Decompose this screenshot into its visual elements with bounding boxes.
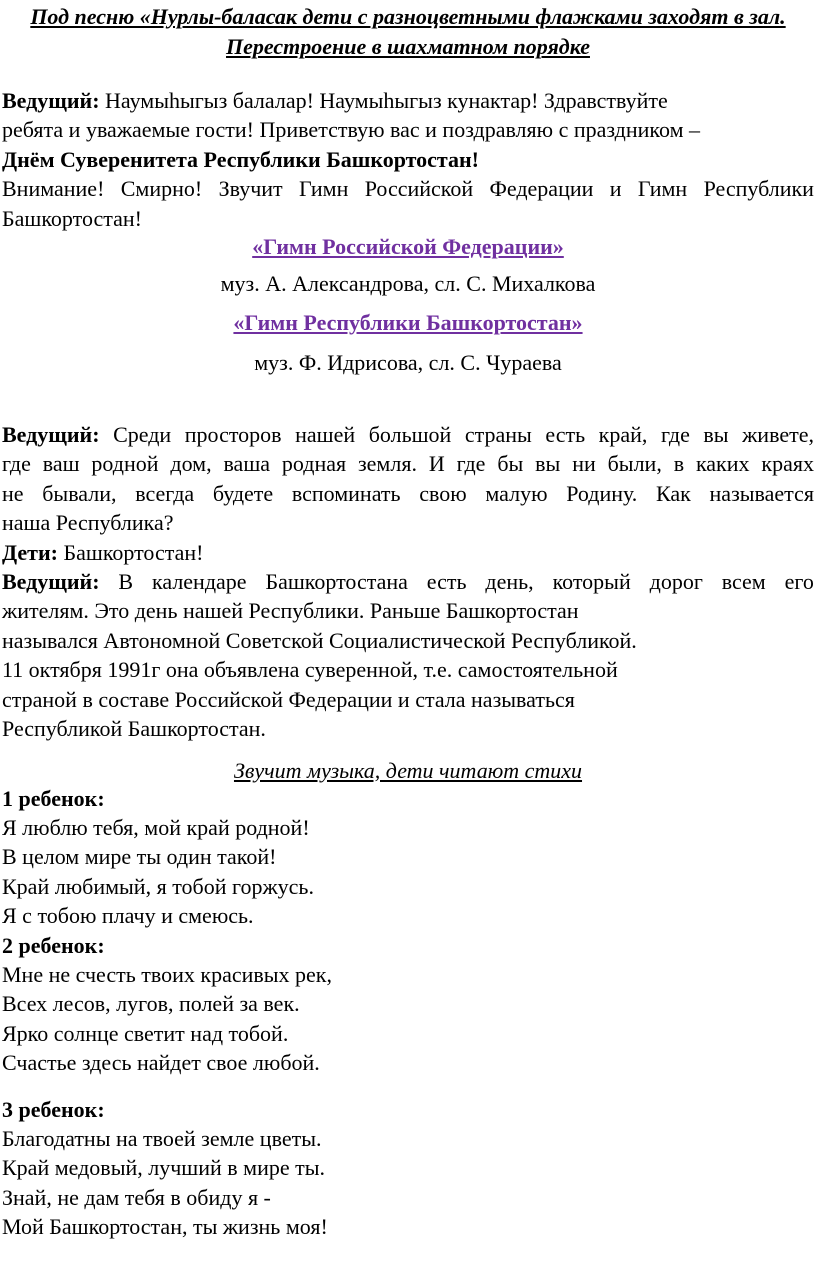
text-line — [2, 234, 814, 259]
text-run: Российской — [364, 176, 474, 202]
text-run: Благодатны на твоей земле цветы. — [2, 1125, 322, 1151]
text-run: 2 ребенок: — [2, 932, 105, 958]
text-run: край, — [598, 422, 648, 448]
block-stage-direction-top — [2, 2, 814, 62]
text-run: были, — [607, 451, 662, 477]
text-line — [2, 757, 814, 784]
text-run: вспоминать — [291, 480, 401, 506]
text-run: ваш — [42, 451, 80, 477]
text-run: вы — [703, 422, 729, 448]
text-run: Гимн — [637, 176, 688, 202]
text-run: и — [609, 176, 622, 202]
text-run: Федерации — [489, 176, 594, 202]
text-line — [2, 842, 814, 871]
text-run: Днём Суверенитета Республики Башкортостан! — [2, 146, 480, 172]
block-anthem-rf-credit — [2, 271, 814, 296]
text-line — [2, 508, 814, 537]
text-run: дорог — [649, 569, 703, 595]
text-run: где — [660, 422, 690, 448]
text-run: ни — [572, 451, 596, 477]
text-run: каких — [695, 451, 750, 477]
text-run: Смирно! — [120, 176, 203, 202]
text-line — [2, 310, 814, 335]
text-run: Край любимый, я тобой горжусь. — [2, 873, 314, 899]
text-run: где — [2, 451, 31, 477]
text-run: И — [428, 451, 445, 477]
text-run: называется — [709, 480, 814, 506]
text-line — [2, 931, 814, 960]
text-run: Мне не счесть твоих красивых рек, — [2, 961, 332, 987]
text-run: нашей — [295, 422, 356, 448]
text-run: большой — [368, 422, 452, 448]
text-run: Родину. — [566, 480, 638, 506]
text-run: родной — [91, 451, 159, 477]
text-run: Мой Башкортостан, ты жизнь моя! — [2, 1214, 328, 1240]
block-stage-direction-music — [2, 757, 814, 784]
text-run: Ведущий: — [2, 422, 100, 448]
text-run: Гимн — [299, 176, 349, 202]
text-run: в — [673, 451, 685, 477]
block-children-answer — [2, 538, 814, 567]
text-line — [2, 115, 814, 144]
text-line — [2, 2, 814, 32]
text-line — [2, 479, 814, 508]
text-run: Дети: — [2, 539, 64, 565]
text-run: Республики — [703, 176, 814, 202]
text-run: 3 ребенок: — [2, 1096, 105, 1122]
text-run: который — [552, 569, 631, 595]
text-line — [2, 784, 814, 813]
text-run: малую — [485, 480, 548, 506]
text-run: страной в составе Российской Федерации и стала называться — [2, 686, 575, 712]
text-run: Ярко солнце светит над тобой. — [2, 1020, 289, 1046]
text-run: Звучит музыка, дети читают стихи — [233, 757, 583, 783]
text-line — [2, 538, 814, 567]
text-line — [2, 1212, 814, 1241]
text-run: Под песню «Нурлы-баласак дети с разноцветными флажками заходят в зал. — [30, 4, 786, 29]
text-run: Внимание! — [2, 176, 105, 202]
text-line — [2, 145, 814, 174]
text-run: Республикой Башкортостан. — [2, 716, 266, 742]
text-run: есть — [426, 569, 467, 595]
text-run: дом, — [170, 451, 212, 477]
block-host-speech-3 — [2, 567, 814, 743]
text-run: всем — [721, 569, 766, 595]
text-line — [2, 420, 814, 449]
text-line — [2, 685, 814, 714]
text-run: бывали, — [42, 480, 117, 506]
text-line — [2, 714, 814, 743]
text-run: Знай, не дам тебя в обиду я - — [2, 1184, 271, 1210]
text-line — [2, 174, 814, 203]
text-run: будете — [212, 480, 274, 506]
text-run: муз. А. Александрова, сл. С. Михалкова — [220, 271, 596, 297]
text-run: земля. — [357, 451, 417, 477]
text-line — [2, 204, 814, 233]
text-run: вы — [535, 451, 561, 477]
text-line — [2, 271, 814, 296]
text-run: Башкортостана — [265, 569, 408, 595]
text-line — [2, 1048, 814, 1077]
text-run: страны — [464, 422, 532, 448]
text-run: где — [456, 451, 486, 477]
text-run: В — [118, 569, 134, 595]
text-run: Я с тобою плачу и смеюсь. — [2, 903, 254, 929]
block-child-2 — [2, 931, 814, 1078]
text-line — [2, 626, 814, 655]
text-line — [2, 1124, 814, 1153]
hymn-link[interactable]: «Гимн Республики Башкортостан» — [233, 310, 583, 336]
text-run: Ведущий: — [2, 569, 100, 595]
text-run: краях — [761, 451, 814, 477]
text-run: Перестроение в шахматном порядке — [226, 34, 590, 59]
text-line — [2, 960, 814, 989]
block-greeting — [2, 86, 814, 233]
text-run: день, — [485, 569, 534, 595]
block-anthem-rb-title — [2, 310, 814, 335]
text-run: Счастье здесь найдет свое любой. — [2, 1050, 320, 1076]
text-line — [2, 989, 814, 1018]
text-run: муз. Ф. Идрисова, сл. С. Чураева — [254, 350, 562, 376]
text-run: Башкортостан! — [63, 539, 204, 565]
text-run: Ведущий: — [2, 88, 106, 113]
text-line — [2, 596, 814, 625]
text-run: Как — [656, 480, 691, 506]
text-run: Край медовый, лучший в мире ты. — [2, 1155, 326, 1181]
text-line — [2, 350, 814, 375]
text-run: 11 октября 1991г она объявлена суверенной, т.е. самостоятельной — [2, 657, 618, 683]
block-child-1 — [2, 784, 814, 931]
text-run: В целом мире ты один такой! — [2, 844, 277, 870]
text-run: живете, — [742, 422, 814, 448]
text-run: ребята и уважаемые гости! Приветствую вас и поздравляю с праздником – — [2, 117, 700, 143]
text-run: 1 ребенок: — [2, 785, 105, 811]
block-host-speech-2 — [2, 420, 814, 538]
text-line — [2, 86, 814, 115]
block-anthem-rb-credit — [2, 350, 814, 375]
text-run: Звучит — [218, 176, 283, 202]
text-run: всегда — [135, 480, 195, 506]
hymn-link[interactable]: «Гимн Российской Федерации» — [252, 234, 564, 260]
text-run: бы — [497, 451, 524, 477]
block-child-3 — [2, 1095, 814, 1242]
text-run: жителям. Это день нашей Республики. Раньше Башкортостан — [2, 598, 579, 624]
text-line — [2, 1019, 814, 1048]
text-run: назывался Автономной Советской Социалистической Республикой. — [2, 627, 637, 653]
text-run: Наумыһыгыз балалар! Наумыһыгыз кунактар! Здравствуйте — [105, 88, 668, 113]
text-line — [2, 813, 814, 842]
text-run: Среди — [113, 422, 172, 448]
text-line — [2, 449, 814, 478]
text-line — [2, 1183, 814, 1212]
text-line — [2, 901, 814, 930]
text-line — [2, 872, 814, 901]
text-run: не — [2, 480, 24, 506]
text-run: родная — [281, 451, 347, 477]
text-run: календаре — [152, 569, 247, 595]
text-run: Всех лесов, лугов, полей за век. — [2, 991, 300, 1017]
text-line — [2, 32, 814, 62]
text-run: есть — [545, 422, 586, 448]
text-line — [2, 1153, 814, 1182]
text-run: его — [784, 569, 814, 595]
text-run: Башкортостан! — [2, 205, 143, 231]
text-run: просторов — [184, 422, 282, 448]
text-run: наша Республика? — [2, 510, 174, 536]
text-run: Я люблю тебя, мой край родной! — [2, 814, 310, 840]
text-run: свою — [419, 480, 467, 506]
block-anthem-rf-title — [2, 234, 814, 259]
text-line — [2, 655, 814, 684]
text-run: ваша — [223, 451, 271, 477]
text-line — [2, 1095, 814, 1124]
text-line — [2, 567, 814, 596]
